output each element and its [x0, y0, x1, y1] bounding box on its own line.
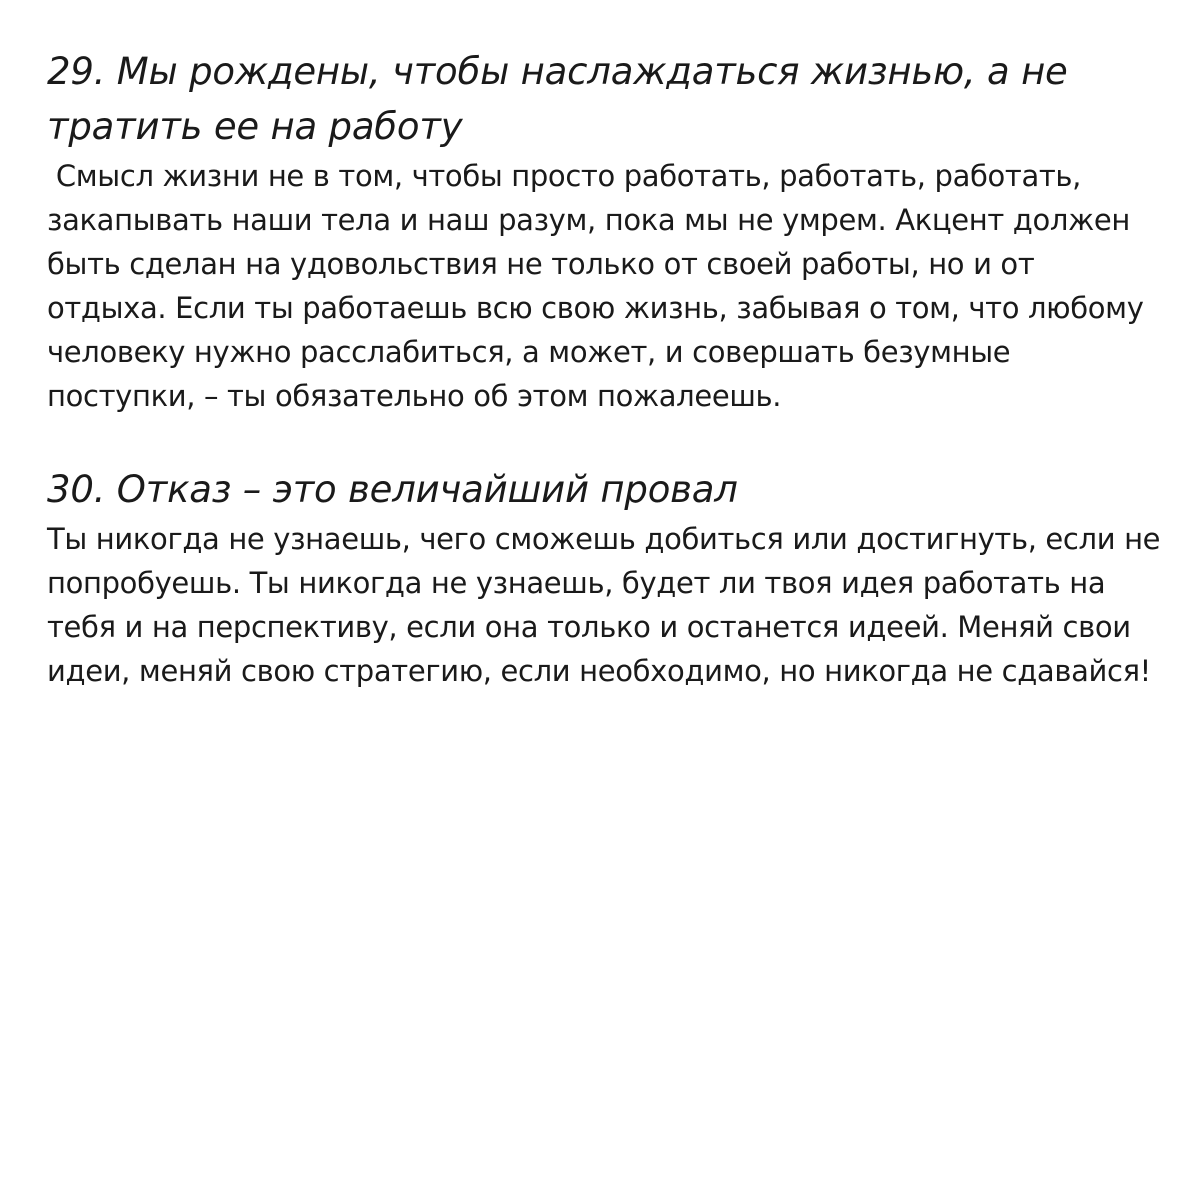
section-29: [47, 44, 1162, 418]
section-body: Смысл жизни не в том, чтобы просто работать, работать, работать, закапывать наши тела и наш разум, пока мы не умрем. Акцент должен быть сделан на удовольствия не только от своей работы, но и от отдыха. Если ты работаешь всю свою жизнь, забывая о том, что любому человеку нужно расслабиться, а может, и совершать безумные поступки, – ты обязательно об этом пожалеешь.: [47, 159, 1153, 413]
section-heading: 29. Мы рождены, чтобы наслаждаться жизнью, а не тратить ее на работу: [47, 50, 1068, 148]
section-30: [47, 462, 1170, 693]
section-heading: 30. Отказ – это величайший провал: [47, 468, 738, 511]
document-page: [47, 44, 1170, 693]
section-body: Ты никогда не узнаешь, чего сможешь добиться или достигнуть, если не попробуешь. Ты никогда не узнаешь, будет ли твоя идея работать на тебя и на перспективу, если она только и останется идеей. Меняй свои идеи, меняй свою стратегию, если необходимо, но никогда не сдавайся!: [47, 522, 1170, 688]
